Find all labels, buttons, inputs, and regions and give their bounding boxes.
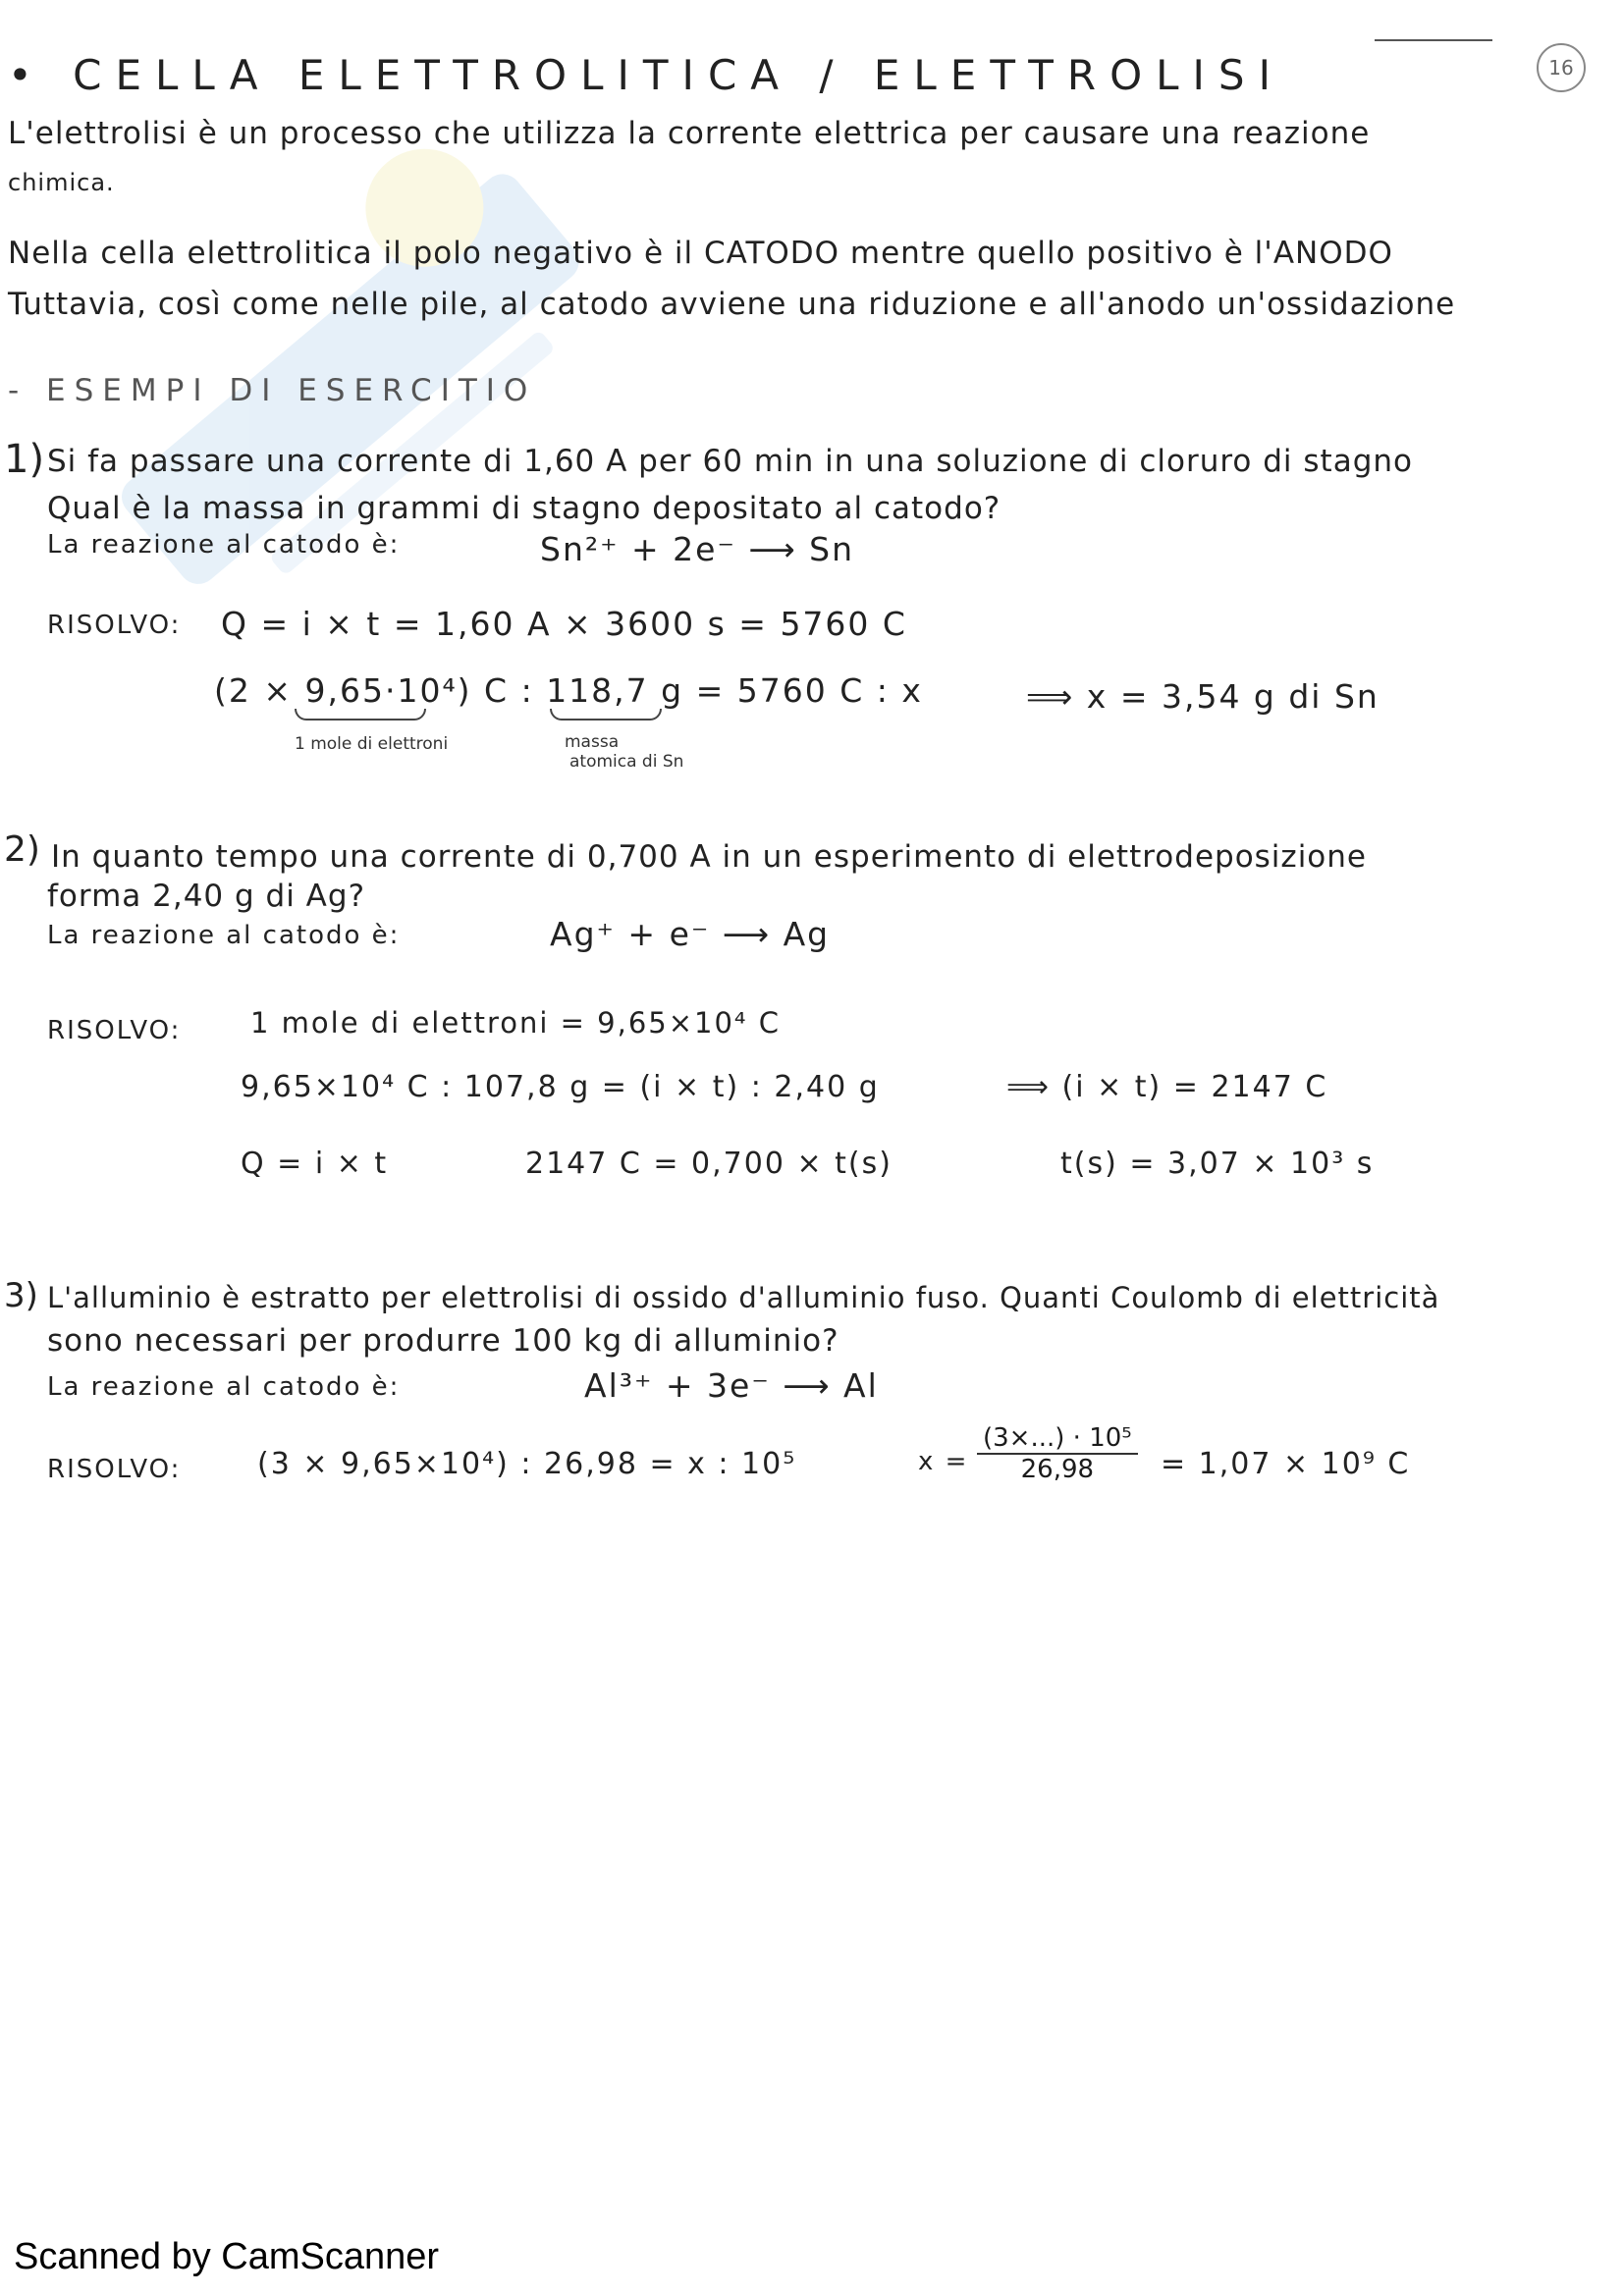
ex1-solve-label: RISOLVO: xyxy=(47,611,182,640)
ex3-fraction-numerator: (3×...) · 10⁵ xyxy=(977,1423,1138,1455)
ex1-equation-2: (2 × 9,65·10⁴) C : 118,7 g = 5760 C : x xyxy=(214,671,923,710)
ex2-equation-3a: Q = i × t xyxy=(241,1147,389,1181)
ex1-equation-1: Q = i × t = 1,60 A × 3600 s = 5760 C xyxy=(221,605,907,643)
footer-scanner-credit: Scanned by CamScanner xyxy=(14,2236,440,2277)
intro-line-1: L'elettrolisi è un processo che utilizza la corrente elettrica per causare una reazione xyxy=(8,116,1371,151)
ex2-question-2: forma 2,40 g di Ag? xyxy=(47,879,366,914)
ex1-brace-mass xyxy=(550,709,662,721)
ex3-fraction xyxy=(977,1423,1138,1484)
section-title: - ESEMPI DI ESERCITIO xyxy=(8,373,537,408)
ex1-brace-electrons xyxy=(295,709,426,721)
ex1-number: 1) xyxy=(4,437,45,482)
intro-line-2: chimica. xyxy=(8,169,115,196)
ex1-note-electrons: 1 mole di elettroni xyxy=(295,734,449,754)
ex2-equation-2-result: ⟹ (i × t) = 2147 C xyxy=(1006,1070,1328,1104)
page-title: • CELLA ELETTROLITICA / ELETTROLISI xyxy=(8,51,1284,99)
ex3-question-2: sono necessari per produrre 100 kg di alluminio? xyxy=(47,1323,839,1359)
ex2-solve-label: RISOLVO: xyxy=(47,1016,182,1045)
ex2-equation-3c: t(s) = 3,07 × 10³ s xyxy=(1060,1147,1375,1181)
ex3-fraction-denominator: 26,98 xyxy=(1020,1455,1095,1484)
ex2-question-1: In quanto tempo una corrente di 0,700 A in un esperimento di elettrodeposizione xyxy=(51,839,1367,875)
ex2-number: 2) xyxy=(4,829,40,870)
ex3-reaction-label: La reazione al catodo è: xyxy=(47,1372,401,1402)
ex2-equation-1: 1 mole di elettroni = 9,65×10⁴ C xyxy=(250,1006,782,1040)
ex2-reaction: Ag⁺ + e⁻ ⟶ Ag xyxy=(550,915,831,953)
ex1-note-mass-a: massa xyxy=(565,732,620,752)
ex1-reaction-label: La reazione al catodo è: xyxy=(47,530,401,560)
ex3-fraction-lhs: x = xyxy=(918,1447,969,1476)
top-rule xyxy=(1375,39,1492,41)
ex2-equation-2: 9,65×10⁴ C : 107,8 g = (i × t) : 2,40 g xyxy=(241,1070,880,1104)
page-number: 16 xyxy=(1537,43,1586,92)
ex3-question-1: L'alluminio è estratto per elettrolisi di ossido d'alluminio fuso. Quanti Coulomb di elettricità xyxy=(47,1281,1440,1314)
ex3-fraction-result: = 1,07 × 10⁹ C xyxy=(1161,1447,1411,1481)
ex1-question-2: Qual è la massa in grammi di stagno depositato al catodo? xyxy=(47,491,1001,526)
intro-line-4: Tuttavia, così come nelle pile, al catodo avviene una riduzione e all'anodo un'ossidazione xyxy=(8,287,1456,322)
ex1-result: ⟹ x = 3,54 g di Sn xyxy=(1026,677,1380,716)
ex3-equation-1: (3 × 9,65×10⁴) : 26,98 = x : 10⁵ xyxy=(257,1447,797,1481)
ex1-question-1: Si fa passare una corrente di 1,60 A per 60 min in una soluzione di cloruro di stagno xyxy=(47,444,1413,479)
ex3-reaction: Al³⁺ + 3e⁻ ⟶ Al xyxy=(584,1366,879,1405)
ex3-number: 3) xyxy=(4,1276,38,1315)
ex1-reaction: Sn²⁺ + 2e⁻ ⟶ Sn xyxy=(540,530,855,568)
intro-line-3: Nella cella elettrolitica il polo negativo è il CATODO mentre quello positivo è l'ANODO xyxy=(8,236,1393,271)
ex1-note-mass-b: atomica di Sn xyxy=(569,752,684,772)
ex3-solve-label: RISOLVO: xyxy=(47,1455,182,1484)
ex2-reaction-label: La reazione al catodo è: xyxy=(47,921,401,950)
ex2-equation-3b: 2147 C = 0,700 × t(s) xyxy=(525,1147,893,1181)
